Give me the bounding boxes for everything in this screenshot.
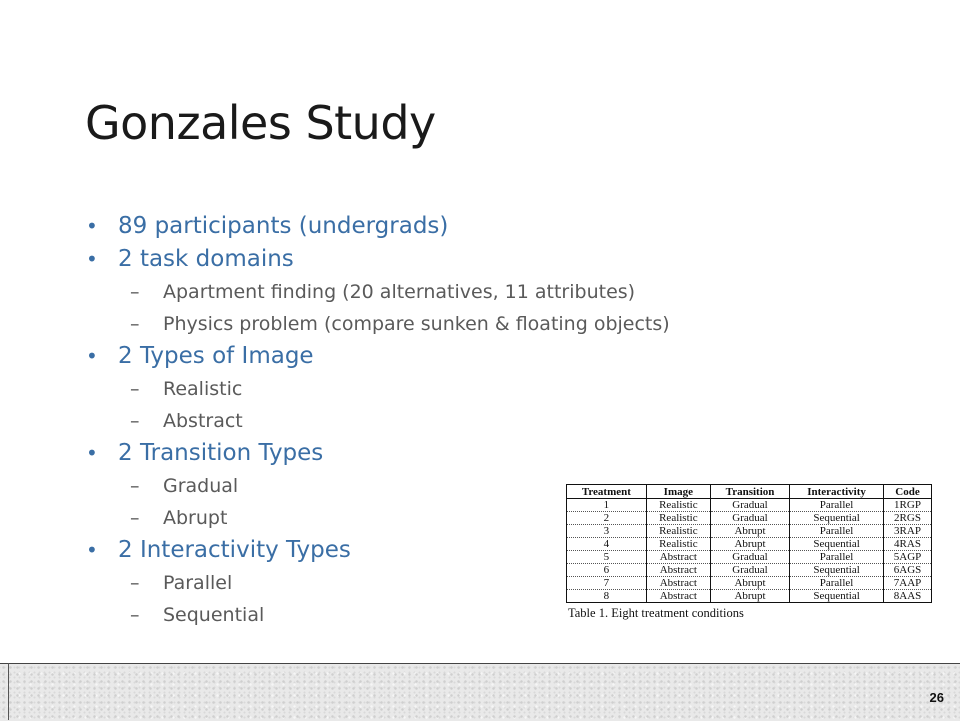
table-cell: Realistic [646, 538, 710, 551]
slide-title: Gonzales Study [85, 96, 436, 150]
table-cell: 4RAS [884, 538, 932, 551]
sub-bullet-text: Physics problem (compare sunken & floating objects) [163, 313, 670, 335]
table-cell: Abstract [646, 551, 710, 564]
table-cell: 6AGS [884, 564, 932, 577]
table-cell: Realistic [646, 512, 710, 525]
treatment-table-figure [566, 484, 932, 621]
bullet-dot-icon: • [86, 344, 98, 368]
dash-icon: – [130, 572, 140, 594]
sub-bullet-realistic [85, 373, 845, 405]
bullet-task-domains [85, 243, 845, 276]
sub-bullet-text: Gradual [163, 475, 239, 497]
sub-bullet-text: Sequential [163, 604, 265, 626]
sub-bullet-text: Apartment finding (20 alternatives, 11 attributes) [163, 281, 636, 303]
column-header: Transition [710, 485, 789, 499]
bullet-transition-types [85, 437, 845, 470]
table-cell: Abstract [646, 577, 710, 590]
table-cell: Sequential [790, 590, 884, 603]
dash-icon: – [130, 507, 140, 529]
table-cell: Sequential [790, 538, 884, 551]
table-cell: Gradual [710, 512, 789, 525]
table-row [567, 551, 932, 564]
bullet-participants [85, 210, 845, 243]
dash-icon: – [130, 410, 140, 432]
bullet-text: 2 Types of Image [118, 343, 314, 369]
table-cell: 3RAP [884, 525, 932, 538]
table-row [567, 590, 932, 603]
table-cell: 1 [567, 499, 647, 512]
table-cell: Abrupt [710, 577, 789, 590]
sub-bullet-abstract [85, 405, 845, 437]
sub-bullet-text: Realistic [163, 378, 243, 400]
bullet-text: 2 Interactivity Types [118, 537, 351, 563]
table-cell: Parallel [790, 577, 884, 590]
sub-bullet-text: Abrupt [163, 507, 228, 529]
table-cell: 6 [567, 564, 647, 577]
table-cell: Abrupt [710, 590, 789, 603]
column-header: Code [884, 485, 932, 499]
sub-bullet-apartment [85, 276, 845, 308]
dash-icon: – [130, 378, 140, 400]
table-row [567, 577, 932, 590]
column-header: Interactivity [790, 485, 884, 499]
table-cell: Parallel [790, 525, 884, 538]
table-cell: Gradual [710, 564, 789, 577]
page-number: 26 [929, 690, 944, 705]
table-cell: 8AAS [884, 590, 932, 603]
table-row [567, 499, 932, 512]
sub-bullet-physics [85, 308, 845, 340]
dash-icon: – [130, 475, 140, 497]
column-header: Treatment [567, 485, 647, 499]
bullet-dot-icon: • [86, 214, 98, 238]
bullet-dot-icon: • [86, 441, 98, 465]
bullet-text: 2 Transition Types [118, 440, 324, 466]
table-cell: Abrupt [710, 525, 789, 538]
table-cell: Sequential [790, 512, 884, 525]
table-row [567, 538, 932, 551]
dash-icon: – [130, 281, 140, 303]
table-row [567, 564, 932, 577]
footer-divider [8, 663, 9, 720]
table-cell: Parallel [790, 499, 884, 512]
bullet-dot-icon: • [86, 538, 98, 562]
table-cell: 8 [567, 590, 647, 603]
bullet-image-types [85, 340, 845, 373]
table-cell: 7 [567, 577, 647, 590]
treatment-table [566, 484, 932, 603]
table-cell: Realistic [646, 499, 710, 512]
table-row [567, 525, 932, 538]
table-header-row [567, 485, 932, 499]
footer-band [0, 663, 960, 721]
dash-icon: – [130, 604, 140, 626]
column-header: Image [646, 485, 710, 499]
table-cell: Parallel [790, 551, 884, 564]
table-cell: Realistic [646, 525, 710, 538]
sub-bullet-text: Parallel [163, 572, 233, 594]
table-cell: 3 [567, 525, 647, 538]
table-cell: 2RGS [884, 512, 932, 525]
table-cell: Gradual [710, 499, 789, 512]
table-cell: 5AGP [884, 551, 932, 564]
table-cell: Gradual [710, 551, 789, 564]
table-cell: Abrupt [710, 538, 789, 551]
table-cell: Abstract [646, 590, 710, 603]
table-cell: Abstract [646, 564, 710, 577]
table-row [567, 512, 932, 525]
bullet-text: 2 task domains [118, 246, 294, 272]
table-cell: 4 [567, 538, 647, 551]
table-cell: 1RGP [884, 499, 932, 512]
table-cell: 5 [567, 551, 647, 564]
table-cell: 2 [567, 512, 647, 525]
bullet-dot-icon: • [86, 247, 98, 271]
bullet-text: 89 participants (undergrads) [118, 213, 449, 239]
table-caption: Table 1. Eight treatment conditions [568, 606, 744, 620]
table-cell: 7AAP [884, 577, 932, 590]
dash-icon: – [130, 313, 140, 335]
sub-bullet-text: Abstract [163, 410, 243, 432]
table-cell: Sequential [790, 564, 884, 577]
